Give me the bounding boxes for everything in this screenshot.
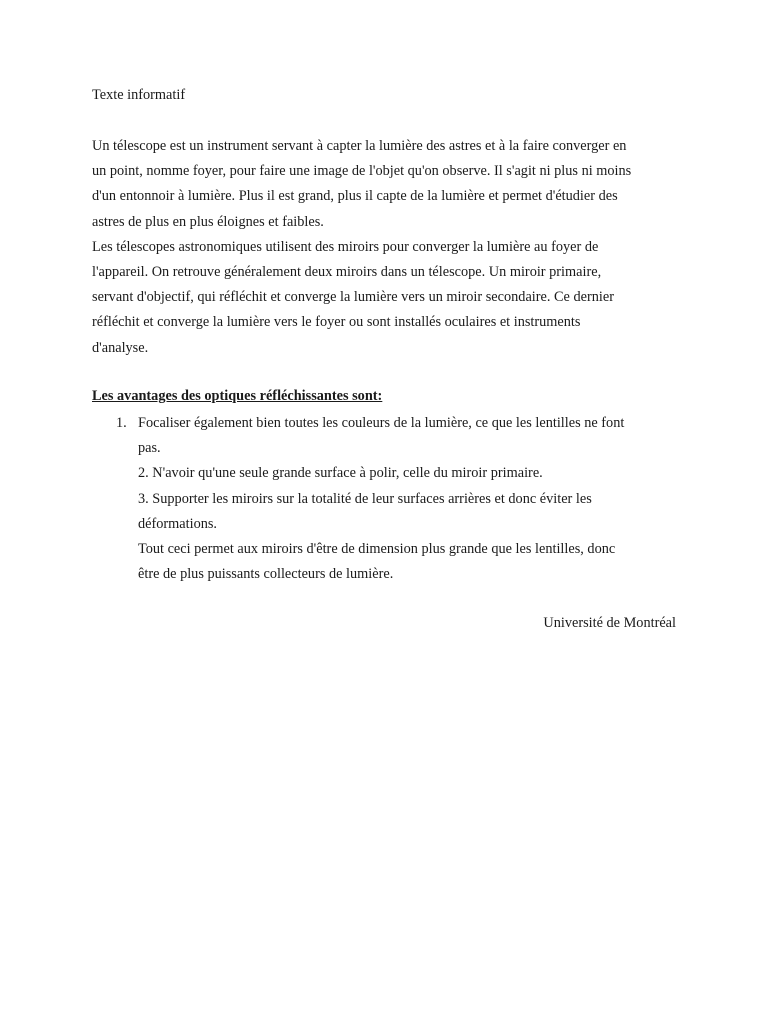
paragraph-line: l'appareil. On retrouve généralement deux miroirs dans un télescope. Un miroir primaire, [92,264,602,281]
list-line: être de plus puissants collecteurs de lumière. [138,566,394,583]
paragraph-line: astres de plus en plus éloignes et faibles. [92,213,324,230]
list-item [116,461,696,486]
list-line: 3. Supporter les miroirs sur la totalité de leur surfaces arrières et donc éviter les [138,490,592,507]
list-line: 2. N'avoir qu'une seule grande surface à polir, celle du miroir primaire. [138,465,543,482]
list-item-continuation [116,436,696,461]
signature: Université de Montréal [543,615,676,631]
list-item [116,487,696,512]
paragraph-line: servant d'objectif, qui réfléchit et converge la lumière vers un miroir secondaire. Ce dernier [92,289,614,306]
list-number: 1. [116,415,127,431]
list-conclusion [116,537,696,562]
paragraph-line: Un télescope est un instrument servant à capter la lumière des astres et à la faire converger en [92,138,627,154]
advantages-heading: Les avantages des optiques réfléchissantes sont: [92,388,383,404]
list-line: Tout ceci permet aux miroirs d'être de dimension plus grande que les lentilles, donc [138,541,616,558]
list-item [116,411,696,436]
list-line: pas. [138,440,161,457]
body-text [92,134,692,361]
list-item-continuation [116,512,696,537]
list-conclusion-continuation [116,562,696,587]
paragraph-line: d'analyse. [92,339,149,356]
document-title: Texte informatif [92,87,186,103]
paragraph-line: réfléchit et converge la lumière vers le foyer ou sont installés oculaires et instruments [92,314,581,331]
paragraph-line: Les télescopes astronomiques utilisent des miroirs pour converger la lumière au foyer de [92,238,599,255]
paragraph-line: un point, nomme foyer, pour faire une image de l'objet qu'on observe. Il s'agit ni plus ni moins [92,163,632,180]
list-line: déformations. [138,515,218,532]
advantages-list [116,411,696,587]
paragraph-line: d'un entonnoir à lumière. Plus il est grand, plus il capte de la lumière et permet d'étudier des [92,188,618,205]
list-line: Focaliser également bien toutes les couleurs de la lumière, ce que les lentilles ne font [138,415,625,431]
